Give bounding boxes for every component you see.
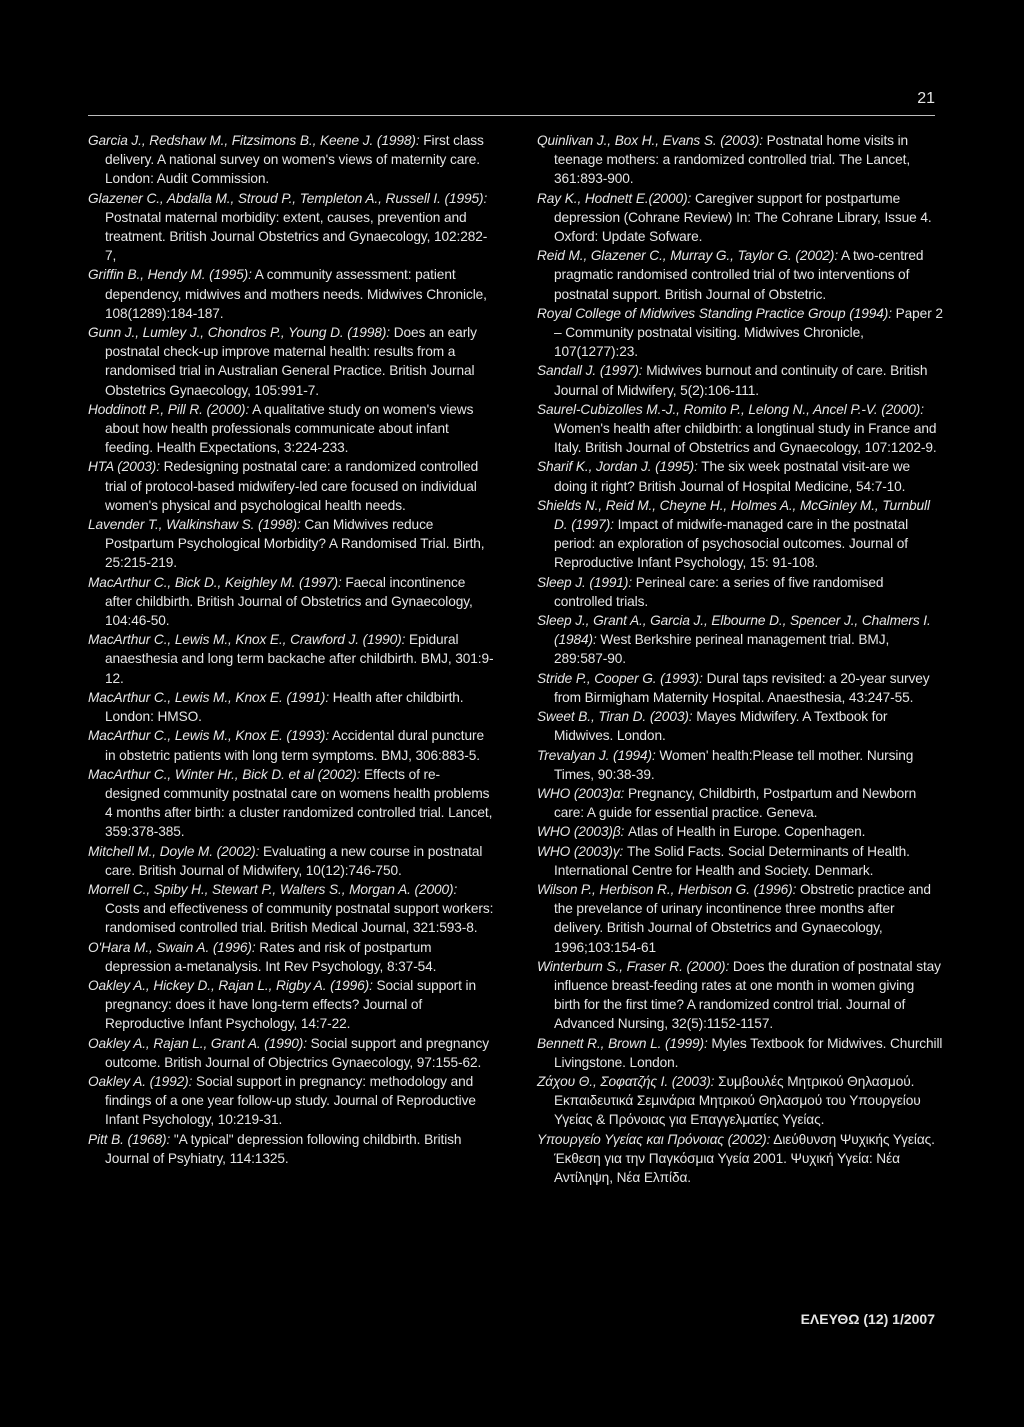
reference-authors: Sleep J., Grant A., Garcia J., Elbourne D., Spencer J., Chalmers I. (1984): (537, 613, 931, 648)
reference-authors: Winterburn S., Fraser R. (2000): (537, 958, 730, 974)
reference-text: Costs and effectiveness of community postnatal support workers: randomised controlled trial. British Medical Journal, 321:593-8. (105, 901, 494, 936)
reference-text: Health after childbirth. London: HMSO. (105, 689, 464, 725)
reference-text: Does the duration of postnatal stay influence breast-feeding rates at one month in women giving birth for the first time? A randomized control trial. Journal of Advanced Nursing, 32(5):1152-1157. (554, 958, 941, 1032)
reference-text: Dural taps revisited: a 20-year survey from Birmigham Maternity Hospital. Anaesthesia, 43:247-55. (554, 670, 930, 705)
reference-text: "A typical" depression following childbirth. British Journal of Psyhiatry, 114:1325. (105, 1131, 462, 1166)
reference-text: Accidental dural puncture in obstetric patients with long term symptoms. BMJ, 306:883-5. (105, 728, 484, 763)
reference-text: Myles Textbook for Midwives. Churchill Livingstone. London. (554, 1035, 943, 1070)
reference-text: Does an early postnatal check-up improve maternal health: results from a randomised trial in Australian General Practice. British Journal Obstetrics Gynaecology, 105:991-7. (105, 325, 477, 398)
reference-entry (537, 842, 943, 880)
reference-entry (537, 400, 943, 458)
reference-authors: Glazener C., Abdalla M., Stroud P., Templeton A., Russell I. (1995): (88, 190, 488, 206)
reference-authors: WHO (2003)α: (537, 785, 625, 801)
reference-text: Συμβουλές Μητρικού Θηλασμού. Εκπαιδευτικά Σεμινάρια Μητρικού Θηλασμού του Υπουργείου Υγείας & Πρόνοιας για Επαγγελματίες Υγείας. (554, 1073, 921, 1128)
reference-text: Redesigning postnatal care: a randomized controlled trial of protocol-based midwifery-led care focused on individual women's physical and psychological health needs. (105, 459, 479, 513)
reference-authors: Sleep J. (1991): (537, 574, 633, 590)
reference-text: Social support in pregnancy: does it have long-term effects? Journal of Reproductive Infant Psychology, 14:7-22. (105, 977, 476, 1032)
reference-text: Effects of re-designed community postnatal care on womens health problems 4 months after birth: a cluster randomized controlled trial. Lancet, 359:378-385. (105, 766, 493, 840)
reference-text: The six week postnatal visit-are we doing it right? British Journal of Hospital Medicine, 54:7-10. (554, 459, 910, 494)
reference-entry (88, 573, 494, 631)
reference-entry (88, 457, 494, 515)
reference-text: Social support and pregnancy outcome. British Journal of Objectrics Gynaecology, 97:155-62. (105, 1035, 489, 1070)
reference-authors: Hoddinott P., Pill R. (2000): (88, 401, 250, 417)
reference-entry (537, 707, 943, 745)
reference-entry (537, 611, 943, 669)
reference-text: A community assessment: patient dependency, midwives and mothers needs. Midwives Chronicle, 108(1289):184-187. (105, 267, 487, 321)
reference-entry (537, 1130, 943, 1188)
reference-entry (88, 265, 494, 323)
reference-authors: Bennett R., Brown L. (1999): (537, 1035, 708, 1051)
reference-authors: Oakley A. (1992): (88, 1073, 193, 1089)
reference-text: Atlas of Health in Europe. Copenhagen. (627, 824, 866, 840)
reference-authors: Morrell C., Spiby H., Stewart P., Walters S., Morgan A. (2000): (88, 881, 458, 897)
reference-authors: Sharif K., Jordan J. (1995): (537, 459, 698, 475)
reference-authors: Quinlivan J., Box H., Evans S. (2003): (537, 133, 763, 148)
reference-entry (537, 880, 943, 957)
reference-text: Postnatal maternal morbidity: extent, causes, prevention and treatment. British Journal Obstetrics and Gynaecology, 102:282-7, (105, 209, 488, 264)
reference-text: Perineal care: a series of five randomised controlled trials. (554, 574, 884, 609)
reference-text: Caregiver support for postpartume depression (Cohrane Review) In: The Cohrane Library, Issue 4. Oxford: Update Sofware. (554, 190, 932, 245)
reference-entry (537, 246, 943, 304)
reference-authors: Trevalyan J. (1994): (537, 747, 656, 763)
reference-text: Pregnancy, Childbirth, Postpartum and Newborn care: A guide for essential practice. Geneva. (554, 785, 917, 821)
reference-entry (537, 957, 943, 1034)
reference-text: A qualitative study on women's views about how health professionals communicate about infant feeding. Health Expectations, 3:224-233. (105, 401, 474, 456)
reference-entry (537, 496, 943, 573)
references-right-column (537, 131, 943, 1187)
journal-footer: ΕΛΕΥΘΩ (12) 1/2007 (800, 1311, 935, 1327)
reference-authors: Ray K., Hodnett E.(2000): (537, 190, 692, 206)
reference-entry (537, 131, 943, 189)
reference-authors: MacArthur C., Bick D., Keighley M. (1997): (88, 574, 342, 590)
header-rule (88, 115, 935, 116)
reference-authors: HTA (2003): (88, 459, 160, 475)
reference-authors: O'Hara M., Swain A. (1996): (88, 939, 256, 955)
references-left-column (88, 131, 494, 1168)
reference-entry (537, 573, 943, 611)
reference-entry (88, 1130, 494, 1168)
reference-text: West Berkshire perineal management trial. BMJ, 289:587-90. (554, 632, 890, 667)
reference-entry (537, 784, 943, 822)
reference-authors: MacArthur C., Winter Hr., Bick D. et al (2002): (88, 766, 361, 782)
reference-text: A two-centred pragmatic randomised controlled trial of two interventions of postnatal support. British Journal of Obstetric. (554, 248, 924, 302)
reference-text: Women's health after childbirth: a longtinual study in France and Italy. British Journal of Obstetrics and Gynaecology, 107:1202-9. (554, 421, 937, 456)
reference-entry (88, 938, 494, 976)
reference-entry (537, 1034, 943, 1072)
reference-authors: Saurel-Cubizolles M.-J., Romito P., Lelong N., Ancel P.-V. (2000): (537, 401, 924, 417)
reference-entry (537, 457, 943, 495)
reference-entry (88, 630, 494, 688)
reference-authors: Wilson P., Herbison R., Herbison G. (1996): (537, 881, 797, 897)
reference-entry (537, 746, 943, 784)
reference-authors: WHO (2003)γ: (537, 843, 624, 859)
reference-authors: Gunn J., Lumley J., Chondros P., Young D. (1998): (88, 325, 390, 341)
reference-entry (537, 189, 943, 247)
reference-entry (537, 304, 943, 362)
reference-text: The Solid Facts. Social Determinants of Health. International Centre for Health and Society. Denmark. (554, 843, 910, 878)
reference-authors: Mitchell M., Doyle M. (2002): (88, 843, 260, 859)
reference-entry (537, 361, 943, 399)
reference-authors: Sandall J. (1997): (537, 363, 643, 379)
reference-authors: Royal College of Midwives Standing Practice Group (1994): (537, 305, 892, 321)
reference-authors: Garcia J., Redshaw M., Fitzsimons B., Keene J. (1998): (88, 133, 420, 148)
reference-entry (88, 976, 494, 1034)
reference-authors: Sweet B., Tiran D. (2003): (537, 709, 693, 725)
reference-entry (88, 131, 494, 189)
reference-text: Evaluating a new course in postnatal care. British Journal of Midwifery, 10(12):746-750. (105, 843, 483, 878)
reference-text: Mayes Midwifery. A Textbook for Midwives. London. (554, 709, 888, 744)
reference-entry (88, 400, 494, 458)
reference-entry (537, 669, 943, 707)
reference-text: Social support in pregnancy: methodology and findings of a one year follow-up study. Journal of Reproductive Infant Psychology, 10:219-31. (105, 1073, 476, 1128)
reference-entry (88, 688, 494, 726)
reference-text: Can Midwives reduce Postpartum Psychological Morbidity? A Randomised Trial. Birth, 25:215-219. (105, 517, 485, 571)
reference-authors: Pitt B. (1968): (88, 1131, 171, 1147)
reference-authors: Shields N., Reid M., Cheyne H., Holmes A., McGinley M., Turnbull D. (1997): (537, 497, 930, 533)
reference-entry (88, 189, 494, 266)
reference-entry (88, 765, 494, 842)
reference-authors: WHO (2003)β: (537, 824, 625, 840)
reference-authors: Stride P., Cooper G. (1993): (537, 670, 703, 686)
reference-authors: Oakley A., Hickey D., Rajan L., Rigby A. (1996): (88, 977, 373, 993)
reference-authors: MacArthur C., Lewis M., Knox E. (1991): (88, 689, 330, 705)
reference-entry (88, 842, 494, 880)
reference-text: Paper 2 – Community postnatal visiting. Midwives Chronicle, 107(1277):23. (554, 305, 943, 360)
reference-entry (88, 726, 494, 764)
reference-entry (537, 822, 943, 841)
reference-text: First class delivery. A national survey on women's views of maternity care. London: Audit Commission. (105, 133, 484, 187)
reference-entry (88, 323, 494, 400)
reference-authors: Ζάχου Θ., Σοφατζής Ι. (2003): (537, 1073, 715, 1089)
reference-authors: Oakley A., Rajan L., Grant A. (1990): (88, 1035, 307, 1051)
reference-entry (88, 880, 494, 938)
reference-text: Διεύθυνση Ψυχικής Υγείας. Έκθεση για την Παγκόσμια Υγεία 2001. Ψυχική Υγεία: Νέα Αντίληψη, Νέα Ελπίδα. (554, 1131, 935, 1185)
reference-authors: Υπουργείο Υγείας και Πρόνοιας (2002): (537, 1131, 771, 1147)
reference-text: Impact of midwife-managed care in the postnatal period: an exploration of psychosocial outcomes. Journal of Reproductive Infant Psychology, 15: 91-108. (554, 517, 909, 571)
reference-entry (88, 1034, 494, 1072)
reference-text: Postnatal home visits in teenage mothers: a randomized controlled trial. The Lancet, 361:893-900. (554, 133, 911, 187)
reference-text: Obstretic practice and the prevelance of urinary incontinence three months after delivery. British Journal of Obstetrics and Gynaecology, 1996;103:154-61 (554, 881, 931, 955)
reference-entry (88, 515, 494, 573)
reference-text: Epidural anaesthesia and long term backache after childbirth. BMJ, 301:9-12. (105, 632, 494, 686)
reference-text: Women' health:Please tell mother. Nursing Times, 90:38-39. (554, 747, 914, 782)
reference-authors: Reid M., Glazener C., Murray G., Taylor G. (2002): (537, 248, 839, 264)
reference-text: Rates and risk of postpartum depression a-metanalysis. Int Rev Psychology, 8:37-54. (105, 939, 437, 974)
reference-entry (88, 1072, 494, 1130)
reference-text: Faecal incontinence after childbirth. British Journal of Obstetrics and Gynaecology, 104:46-50. (105, 574, 473, 629)
reference-authors: MacArthur C., Lewis M., Knox E., Crawford J. (1990): (88, 632, 406, 648)
page-number: 21 (917, 90, 935, 107)
reference-authors: MacArthur C., Lewis M., Knox E. (1993): (88, 728, 330, 744)
reference-text: Midwives burnout and continuity of care. British Journal of Midwifery, 5(2):106-111. (554, 363, 928, 398)
reference-authors: Lavender T., Walkinshaw S. (1998): (88, 517, 301, 533)
reference-entry (537, 1072, 943, 1130)
reference-authors: Griffin B., Hendy M. (1995): (88, 267, 252, 283)
